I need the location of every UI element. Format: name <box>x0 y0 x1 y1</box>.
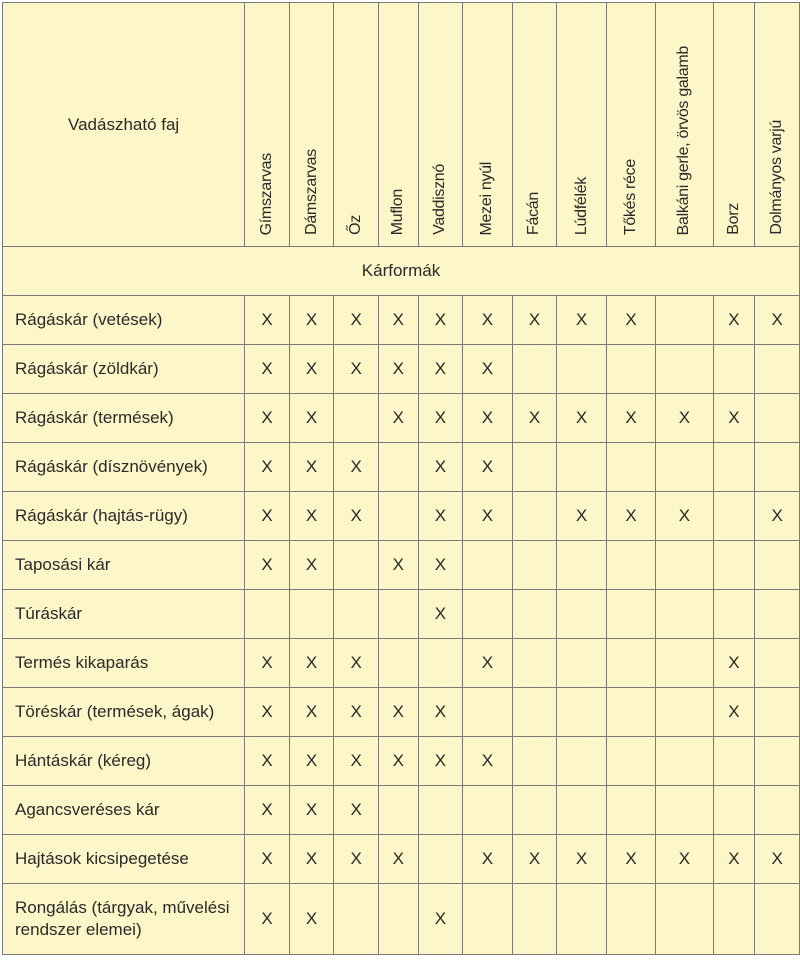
damage-mark-cell: X <box>418 590 463 639</box>
damage-mark-cell <box>378 884 418 955</box>
damage-mark-cell: X <box>713 688 755 737</box>
table-row <box>3 394 800 443</box>
damage-mark-cell <box>378 786 418 835</box>
species-header-row <box>3 3 800 247</box>
damage-form-label: Taposási kár <box>3 541 245 590</box>
table-row <box>3 345 800 394</box>
damage-mark-cell: X <box>557 492 607 541</box>
damage-mark-cell <box>512 590 557 639</box>
damage-mark-cell: X <box>755 296 800 345</box>
damage-mark-cell: X <box>713 296 755 345</box>
damage-mark-cell: X <box>656 835 713 884</box>
damage-mark-cell: X <box>245 345 290 394</box>
damage-mark-cell: X <box>289 296 334 345</box>
damage-mark-cell <box>713 590 755 639</box>
damage-mark-cell: X <box>418 884 463 955</box>
damage-mark-cell <box>463 590 513 639</box>
table-row <box>3 786 800 835</box>
damage-form-label: Rágáskár (dísznövények) <box>3 443 245 492</box>
damage-mark-cell: X <box>512 835 557 884</box>
damage-mark-cell: X <box>289 639 334 688</box>
damage-form-label: Rágáskár (vetések) <box>3 296 245 345</box>
damage-mark-cell <box>755 443 800 492</box>
table-row <box>3 884 800 955</box>
damage-mark-cell <box>334 590 379 639</box>
damage-mark-cell: X <box>463 737 513 786</box>
damage-mark-cell <box>656 590 713 639</box>
damage-mark-cell: X <box>656 492 713 541</box>
damage-mark-cell <box>713 884 755 955</box>
damage-mark-cell: X <box>463 394 513 443</box>
table-row <box>3 296 800 345</box>
damage-mark-cell <box>418 786 463 835</box>
table-row <box>3 443 800 492</box>
damage-form-label: Rágáskár (termések) <box>3 394 245 443</box>
damage-mark-cell: X <box>557 296 607 345</box>
damage-mark-cell: X <box>713 835 755 884</box>
species-label: Gímszarvas <box>258 152 276 235</box>
damage-mark-cell <box>378 492 418 541</box>
damage-mark-cell: X <box>463 443 513 492</box>
table-row <box>3 639 800 688</box>
damage-mark-cell: X <box>512 296 557 345</box>
damage-mark-cell: X <box>245 443 290 492</box>
damage-mark-cell: X <box>755 492 800 541</box>
damage-mark-cell <box>713 443 755 492</box>
table-row <box>3 492 800 541</box>
species-header <box>334 3 379 247</box>
damage-mark-cell <box>418 639 463 688</box>
damage-mark-cell: X <box>418 345 463 394</box>
damage-mark-cell <box>334 884 379 955</box>
damage-mark-cell <box>557 639 607 688</box>
damage-mark-cell <box>606 443 656 492</box>
damage-mark-cell <box>656 737 713 786</box>
damage-mark-cell <box>656 688 713 737</box>
damage-mark-cell: X <box>713 639 755 688</box>
damage-mark-cell: X <box>245 639 290 688</box>
damage-mark-cell: X <box>418 737 463 786</box>
damage-mark-cell <box>463 786 513 835</box>
damage-mark-cell <box>713 345 755 394</box>
damage-mark-cell <box>245 590 290 639</box>
species-label: Balkáni gerle, örvös galamb <box>675 45 693 235</box>
damage-mark-cell: X <box>378 541 418 590</box>
damage-mark-cell: X <box>245 394 290 443</box>
species-label: Borz <box>724 203 742 235</box>
damage-mark-cell <box>463 541 513 590</box>
damage-mark-cell <box>755 639 800 688</box>
species-label: Tőkés réce <box>622 158 640 235</box>
damage-mark-cell <box>713 541 755 590</box>
damage-mark-cell <box>606 737 656 786</box>
damage-mark-cell: X <box>463 296 513 345</box>
damage-form-label: Túráskár <box>3 590 245 639</box>
damage-mark-cell: X <box>289 345 334 394</box>
species-label: Lúdfélék <box>572 176 590 235</box>
damage-mark-cell <box>418 835 463 884</box>
damage-mark-cell: X <box>334 737 379 786</box>
damage-mark-cell <box>713 737 755 786</box>
damage-mark-cell <box>557 884 607 955</box>
damage-mark-cell: X <box>289 443 334 492</box>
damage-mark-cell: X <box>334 492 379 541</box>
damage-mark-cell: X <box>334 639 379 688</box>
damage-mark-cell: X <box>606 492 656 541</box>
damage-mark-cell <box>656 296 713 345</box>
damage-mark-cell: X <box>656 394 713 443</box>
damage-mark-cell: X <box>289 688 334 737</box>
damage-mark-cell: X <box>245 296 290 345</box>
damage-mark-cell: X <box>334 786 379 835</box>
damage-mark-cell: X <box>378 688 418 737</box>
species-header <box>418 3 463 247</box>
table-row <box>3 688 800 737</box>
species-header <box>713 3 755 247</box>
damage-mark-cell: X <box>245 688 290 737</box>
species-header <box>755 3 800 247</box>
damage-mark-cell: X <box>378 394 418 443</box>
section-label: Kárformák <box>3 247 800 296</box>
table-row <box>3 737 800 786</box>
damage-mark-cell: X <box>557 835 607 884</box>
table-row <box>3 835 800 884</box>
damage-mark-cell: X <box>606 835 656 884</box>
damage-mark-cell <box>289 590 334 639</box>
damage-mark-cell <box>656 345 713 394</box>
table-row <box>3 541 800 590</box>
damage-mark-cell: X <box>606 394 656 443</box>
damage-mark-cell <box>557 443 607 492</box>
damage-mark-cell: X <box>245 541 290 590</box>
species-header <box>378 3 418 247</box>
damage-mark-cell: X <box>334 688 379 737</box>
damage-mark-cell: X <box>378 345 418 394</box>
damage-mark-cell <box>557 786 607 835</box>
damage-mark-cell: X <box>463 492 513 541</box>
damage-mark-cell <box>606 884 656 955</box>
damage-mark-cell: X <box>418 443 463 492</box>
damage-mark-cell <box>755 786 800 835</box>
damage-mark-cell <box>557 541 607 590</box>
damage-mark-cell <box>512 345 557 394</box>
damage-mark-cell: X <box>463 639 513 688</box>
damage-form-label: Rongálás (tárgyak, művelési rendszer elemei) <box>3 884 245 955</box>
damage-mark-cell: X <box>289 492 334 541</box>
damage-mark-cell: X <box>334 443 379 492</box>
species-label: Muflon <box>389 188 407 235</box>
damage-mark-cell <box>656 541 713 590</box>
species-corner-label: Vadászható faj <box>3 3 245 247</box>
damage-mark-cell: X <box>512 394 557 443</box>
damage-mark-cell <box>512 541 557 590</box>
damage-mark-cell: X <box>334 296 379 345</box>
damage-mark-cell <box>755 345 800 394</box>
damage-mark-cell: X <box>755 835 800 884</box>
species-label: Mezei nyúl <box>478 161 496 235</box>
damage-mark-cell <box>557 345 607 394</box>
damage-mark-cell <box>463 884 513 955</box>
damage-mark-cell: X <box>245 786 290 835</box>
damage-mark-cell <box>557 737 607 786</box>
damage-mark-cell <box>512 443 557 492</box>
damage-mark-cell <box>378 590 418 639</box>
damage-mark-cell: X <box>418 541 463 590</box>
damage-mark-cell: X <box>463 835 513 884</box>
damage-mark-cell <box>755 884 800 955</box>
species-header <box>463 3 513 247</box>
damage-mark-cell <box>656 639 713 688</box>
damage-mark-cell: X <box>245 884 290 955</box>
damage-mark-cell <box>606 541 656 590</box>
damage-mark-cell <box>512 737 557 786</box>
damage-mark-cell <box>606 639 656 688</box>
damage-form-label: Termés kikaparás <box>3 639 245 688</box>
damage-mark-cell <box>755 737 800 786</box>
damage-mark-cell <box>557 590 607 639</box>
damage-mark-cell: X <box>378 296 418 345</box>
damage-mark-cell <box>713 786 755 835</box>
damage-mark-cell <box>656 786 713 835</box>
species-header <box>606 3 656 247</box>
species-label: Vaddisznó <box>431 164 449 235</box>
damage-mark-cell <box>755 590 800 639</box>
damage-form-label: Rágáskár (zöldkár) <box>3 345 245 394</box>
damage-mark-cell <box>334 541 379 590</box>
damage-form-label: Hántáskár (kéreg) <box>3 737 245 786</box>
damage-mark-cell <box>463 688 513 737</box>
damage-mark-cell <box>755 541 800 590</box>
damage-mark-cell <box>755 688 800 737</box>
damage-form-label: Rágáskár (hajtás-rügy) <box>3 492 245 541</box>
damage-mark-cell: X <box>418 688 463 737</box>
damage-mark-cell: X <box>289 884 334 955</box>
damage-mark-cell: X <box>418 296 463 345</box>
species-header <box>656 3 713 247</box>
damage-mark-cell: X <box>245 737 290 786</box>
damage-mark-cell <box>606 786 656 835</box>
damage-mark-cell <box>557 688 607 737</box>
damage-mark-cell: X <box>289 835 334 884</box>
damage-mark-cell <box>606 590 656 639</box>
damage-mark-cell <box>378 639 418 688</box>
damage-mark-cell: X <box>245 835 290 884</box>
damage-form-label: Hajtások kicsipegetése <box>3 835 245 884</box>
damage-mark-cell <box>378 443 418 492</box>
table-row <box>3 590 800 639</box>
damage-mark-cell <box>656 443 713 492</box>
damage-mark-cell: X <box>378 835 418 884</box>
damage-mark-cell: X <box>245 492 290 541</box>
species-header <box>512 3 557 247</box>
damage-mark-cell: X <box>289 786 334 835</box>
damage-forms-table <box>2 2 800 955</box>
damage-mark-cell: X <box>334 345 379 394</box>
damage-mark-cell: X <box>713 394 755 443</box>
damage-mark-cell <box>656 884 713 955</box>
damage-mark-cell: X <box>289 737 334 786</box>
section-row <box>3 247 800 296</box>
species-label: Dámszarvas <box>302 149 320 235</box>
damage-mark-cell <box>512 688 557 737</box>
species-header <box>557 3 607 247</box>
damage-mark-cell <box>755 394 800 443</box>
damage-mark-cell <box>606 688 656 737</box>
damage-form-label: Töréskár (termések, ágak) <box>3 688 245 737</box>
damage-mark-cell <box>334 394 379 443</box>
damage-mark-cell: X <box>463 345 513 394</box>
damage-mark-cell <box>512 786 557 835</box>
species-label: Fácán <box>525 192 543 235</box>
species-header <box>245 3 290 247</box>
damage-mark-cell: X <box>606 296 656 345</box>
species-header <box>289 3 334 247</box>
damage-form-label: Agancsveréses kár <box>3 786 245 835</box>
damage-mark-cell <box>713 492 755 541</box>
damage-mark-cell: X <box>557 394 607 443</box>
damage-mark-cell <box>512 639 557 688</box>
damage-mark-cell <box>512 884 557 955</box>
damage-mark-cell: X <box>289 541 334 590</box>
damage-mark-cell: X <box>418 492 463 541</box>
damage-mark-cell <box>606 345 656 394</box>
damage-mark-cell: X <box>289 394 334 443</box>
damage-mark-cell: X <box>418 394 463 443</box>
species-label: Őz <box>347 215 365 235</box>
damage-mark-cell: X <box>378 737 418 786</box>
species-label: Dolmányos varjú <box>768 120 786 235</box>
table-body <box>3 247 800 955</box>
damage-mark-cell <box>512 492 557 541</box>
damage-mark-cell: X <box>334 835 379 884</box>
